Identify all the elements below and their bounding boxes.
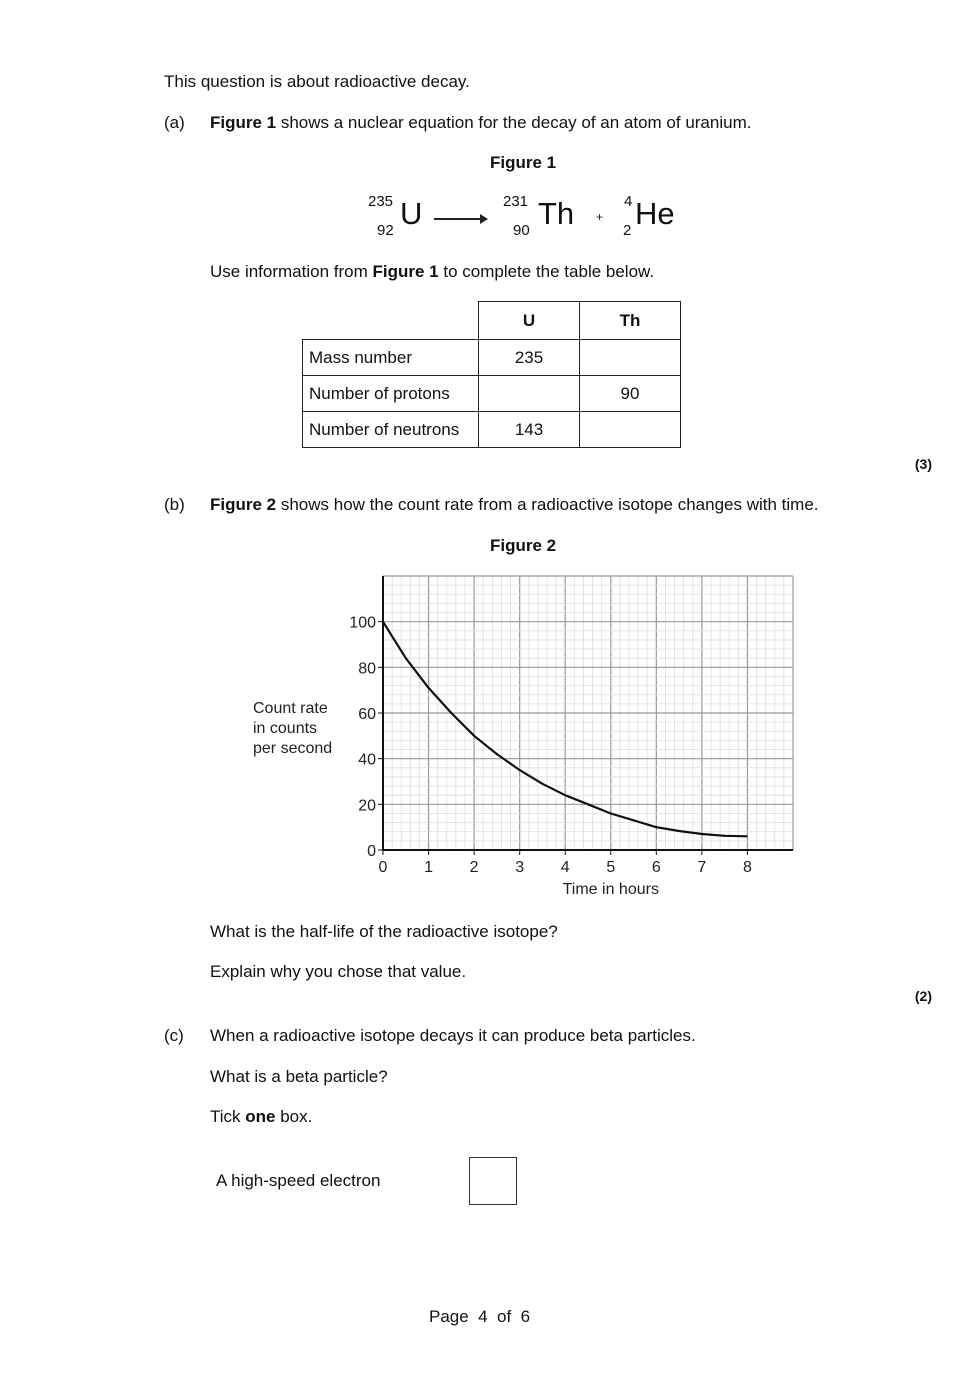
intro-text: This question is about radioactive decay. [164,72,470,91]
option-label: A high-speed electron [216,1171,381,1190]
cell-th-answer[interactable] [580,340,681,376]
cell-th: 90 [580,376,681,412]
he-mass: 4 [624,193,633,210]
x-axis-label: Time in hours [562,881,659,898]
figure-1-title: Figure 1 [490,153,557,172]
table-row [303,340,681,376]
x-tick-label: 6 [651,859,661,876]
option-checkbox[interactable] [469,1157,517,1205]
y-tick-label: 0 [367,843,376,860]
tick-instruction: Tick one box. [210,1107,313,1126]
arrow-icon [434,218,486,220]
x-tick-label: 8 [742,859,752,876]
th-mass: 231 [503,193,529,210]
cell-u: 235 [479,340,580,376]
plus-sign: + [596,210,604,224]
part-b-label: (b) [164,495,185,514]
y-axis-label: Count rate [253,700,328,717]
y-tick-label: 100 [349,614,376,632]
part-c-text: When a radioactive isotope decays it can produce beta particles. [210,1026,696,1045]
part-c-label: (c) [164,1026,184,1045]
part-a-label: (a) [164,113,185,132]
x-tick-label: 5 [606,859,616,876]
y-axis-label: per second [253,740,333,757]
decay-chart [0,560,978,920]
y-tick-label: 60 [358,706,376,723]
page-number: Page 4 of 6 [429,1307,531,1326]
marks-a: (3) [914,456,932,472]
y-axis-label: in counts [253,720,318,737]
x-tick-label: 3 [515,859,525,876]
x-tick-label: 0 [378,859,388,876]
row-label: Number of neutrons [303,412,479,448]
row-label: Mass number [303,340,479,376]
row-label: Number of protons [303,376,479,412]
he-atomic: 2 [623,222,632,239]
half-life-question: What is the half-life of the radioactive isotope? [210,922,558,941]
x-tick-label: 1 [424,859,434,876]
figure-2-title: Figure 2 [490,536,557,555]
u-atomic: 92 [377,222,394,239]
header-u: U [479,302,580,340]
cell-u-answer[interactable] [479,376,580,412]
table-row [303,376,681,412]
table-instruction: Use information from Figure 1 to complete the table below. [210,262,655,281]
he-symbol: He [635,196,675,231]
arrow-head [480,214,488,224]
part-a-text: Figure 1 shows a nuclear equation for the decay of an atom of uranium. [210,113,752,132]
cell-u: 143 [479,412,580,448]
th-atomic: 90 [513,222,530,239]
u-mass: 235 [368,193,394,210]
y-tick-label: 20 [358,797,376,815]
marks-b: (2) [914,988,932,1004]
y-tick-label: 40 [358,751,376,769]
y-tick-label: 80 [358,660,376,678]
explain-question: Explain why you chose that value. [210,962,467,981]
part-b-text: Figure 2 shows how the count rate from a radioactive isotope changes with time. [210,495,819,514]
x-tick-label: 7 [697,859,707,876]
x-tick-label: 4 [560,859,570,876]
nucleon-table [302,301,681,448]
u-symbol: U [400,196,423,231]
th-symbol: Th [538,196,575,231]
cell-th-answer[interactable] [580,412,681,448]
header-th: Th [580,302,681,340]
x-tick-label: 2 [469,859,479,876]
table-row [303,412,681,448]
beta-question: What is a beta particle? [210,1067,388,1086]
